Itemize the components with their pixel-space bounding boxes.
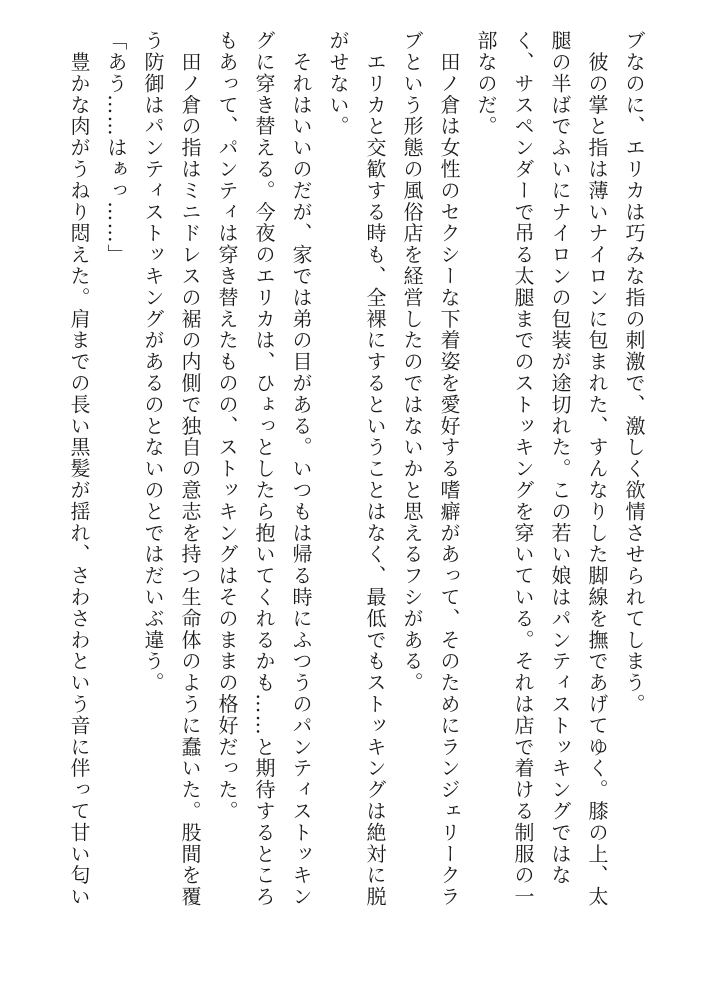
text-line-9: がせない。 (326, 30, 350, 137)
text-line-10: それはいいのだが、家では弟の目がある。いつもは帰る時にふつうのパンティストッキン (289, 30, 313, 908)
text-line-16: 豊かな肉がうねり悶えた。肩までの長い黒髪が揺れ、さわさわという音に伴って甘い匂い (67, 30, 91, 908)
text-line-15: 「あう……はぁっ……」 (104, 30, 128, 266)
text-line-11: グに穿き替える。今夜のエリカは、ひょっとしたら抱いてくれるかも……と期待するところ (252, 30, 276, 908)
text-line-7: ブという形態の風俗店を経営したのではないかと思えるフシがある。 (400, 30, 424, 694)
text-line-12: もあって、パンティは穿き替えたものの、ストッキングはそのままの格好だった。 (215, 30, 239, 822)
text-line-5: 部なのだ。 (474, 30, 498, 137)
text-line-1: ブなのに、エリカは巧みな指の刺激で、激しく欲情させられてしまう。 (622, 30, 646, 715)
text-line-14: う防御はパンティストッキングがあるのとないのとではだいぶ違う。 (141, 30, 165, 694)
text-line-3: 腿の半ばでふいにナイロンの包装が途切れた。この若い娘はパンティストッキングではな (548, 30, 572, 886)
text-line-4: く、サスペンダーで吊る太腿までのストッキングを穿いている。それは店で着ける制服の一 (511, 30, 535, 908)
text-line-2: 彼の掌と指は薄いナイロンに包まれた、すんなりした脚線を撫であげてゆく。膝の上、太 (585, 30, 609, 908)
text-line-6: 田ノ倉は女性のセクシーな下着姿を愛好する嗜癖があって、そのためにランジェリークラ (437, 30, 461, 908)
text-line-13: 田ノ倉の指はミニドレスの裾の内側で独自の意志を持つ生命体のように蠢いた。股間を覆 (178, 30, 202, 908)
text-line-8: エリカと交歓する時も、全裸にするということはなく、最低でもストッキングは絶対に脱 (363, 30, 387, 908)
